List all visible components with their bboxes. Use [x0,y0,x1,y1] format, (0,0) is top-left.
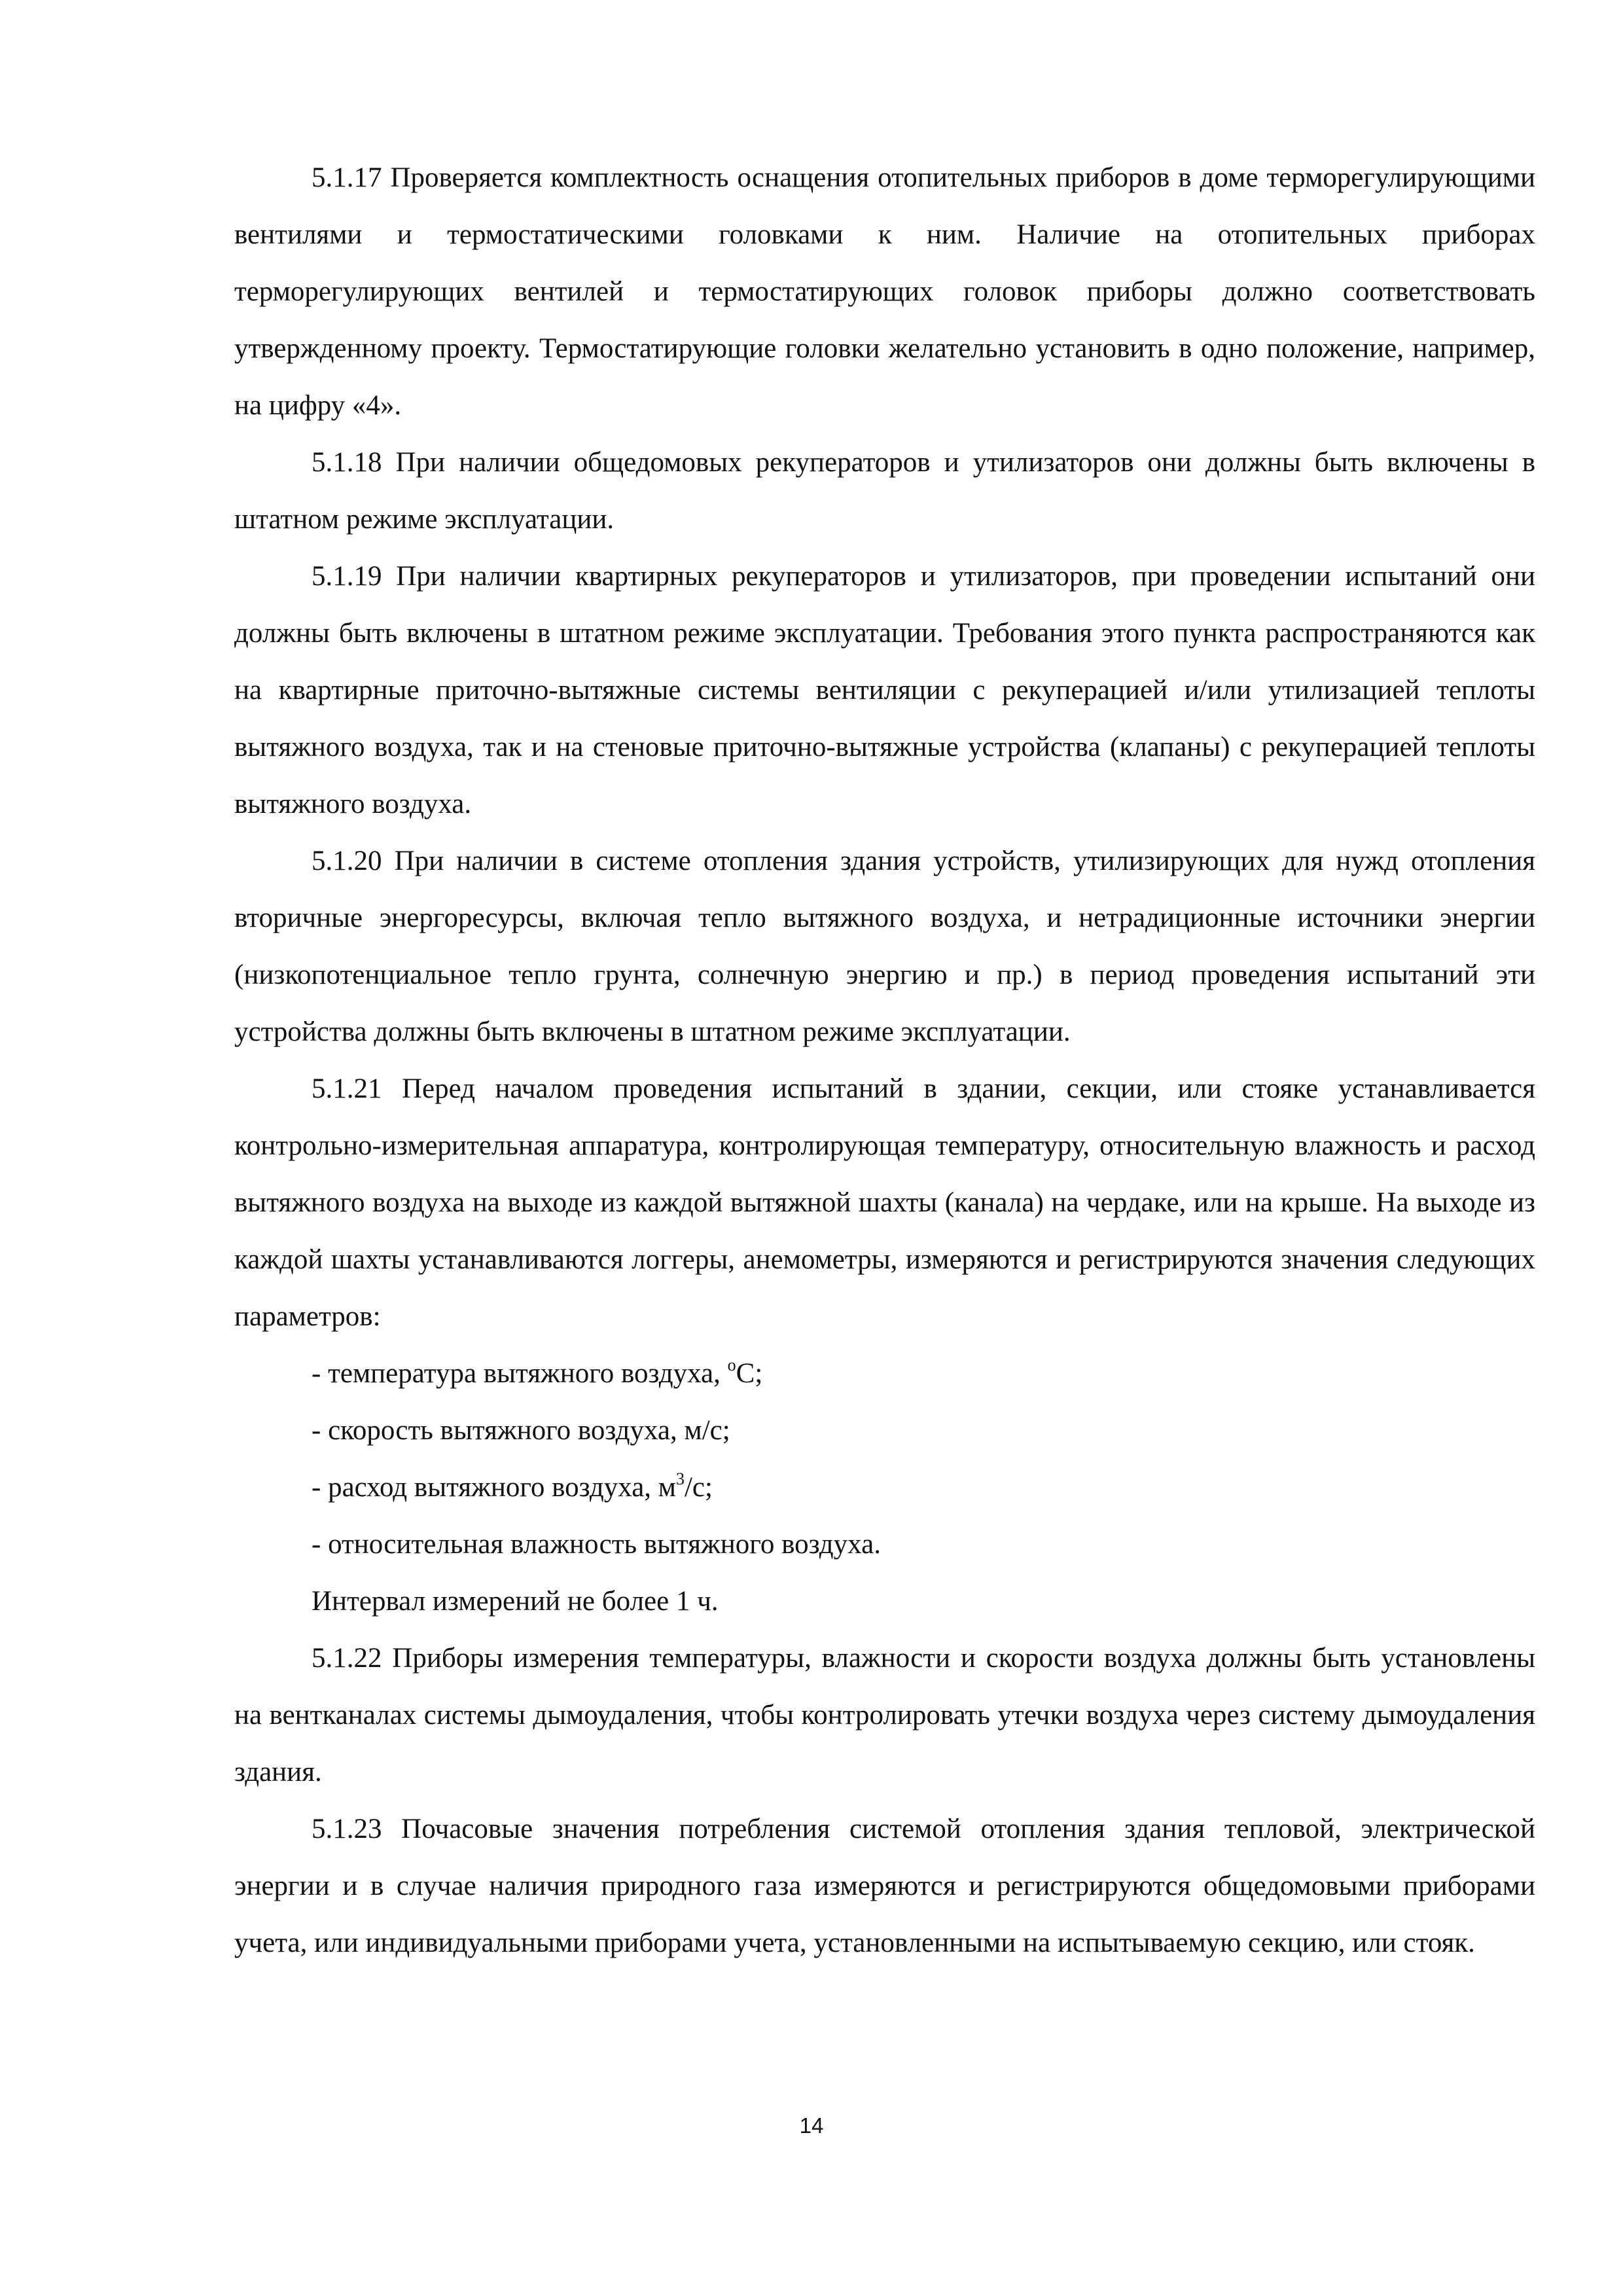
list-item-velocity: - скорость вытяжного воздуха, м/с; [312,1415,730,1446]
interval-note: Интервал измерений не более 1 ч. [312,1586,719,1617]
list-item-text: - температура вытяжного воздуха, [312,1358,728,1389]
list-item-text: - расход вытяжного воздуха, м [312,1472,676,1503]
paragraph-5-1-21: 5.1.21 Перед началом проведения испытаний в здании, секции, или стояке устанавливается контрольно-измерительная аппаратура, контролирующая температуру, относительную влажность и расход вытяжного воздуха на выходе из каждой вытяжной шахты (канала) на чердаке, или на крыше. На выходе из каждой шахты устанавливаются логгеры, анемометры, измеряются и регистрируются значения следующих параметров: [234,1073,1535,1332]
list-item-text: C; [736,1358,763,1389]
list-item-humidity: - относительная влажность вытяжного воздуха. [312,1529,881,1560]
paragraph-5-1-17: 5.1.17 Проверяется комплектность оснащения отопительных приборов в доме терморегулирующими вентилями и термостатическими головками к ним. Наличие на отопительных приборах терморегулирующих вентилей и термостатирующих головок приборы должно соответствовать утвержденному проекту. Термостатирующие головки желательно установить в одно положение, например, на цифру «4». [234,162,1535,421]
list-item-text: /с; [684,1472,713,1503]
paragraph-5-1-20: 5.1.20 При наличии в системе отопления здания устройств, утилизирующих для нужд отопления вторичные энергоресурсы, включая тепло вытяжного воздуха, и нетрадиционные источники энергии (низкопотенциальное тепло грунта, солнечную энергию и пр.) в период проведения испытаний эти устройства должны быть включены в штатном режиме эксплуатации. [234,846,1535,1047]
cubic-superscript: 3 [675,1469,685,1488]
list-item-flow-rate [234,1459,1535,1516]
list-item-temperature [234,1345,1535,1402]
degree-superscript: o [727,1355,736,1374]
paragraph-5-1-19: 5.1.19 При наличии квартирных рекуператоров и утилизаторов, при проведении испытаний они должны быть включены в штатном режиме эксплуатации. Требования этого пункта распространяются как на квартирные приточно-вытяжные системы вентиляции с рекуперацией и/или утилизацией теплоты вытяжного воздуха, так и на стеновые приточно-вытяжные устройства (клапаны) с рекуперацией теплоты вытяжного воздуха. [234,561,1535,819]
page-number: 14 [799,2113,824,2138]
paragraph-5-1-23: 5.1.23 Почасовые значения потребления системой отопления здания тепловой, электрической энергии и в случае наличия природного газа измеряются и регистрируются общедомовыми приборами учета, или индивидуальными приборами учета, установленными на испытываемую секцию, или стояк. [234,1814,1535,1958]
page-body [234,149,1535,1971]
paragraph-5-1-22: 5.1.22 Приборы измерения температуры, влажности и скорости воздуха должны быть установлены на вентканалах системы дымоудаления, чтобы контролировать утечки воздуха через систему дымоудаления здания. [234,1643,1535,1787]
paragraph-5-1-18: 5.1.18 При наличии общедомовых рекуператоров и утилизаторов они должны быть включены в штатном режиме эксплуатации. [234,447,1535,535]
